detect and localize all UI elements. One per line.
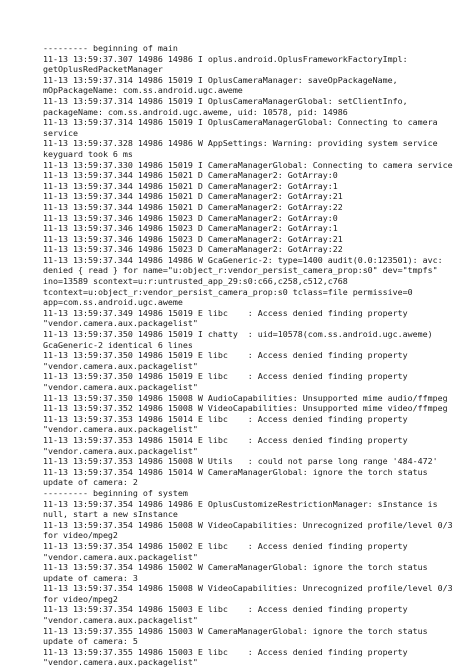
- log-line: ino=13589 scontext=u:r:untrusted_app_29:s0:c66,c258,c512,c768: [43, 276, 348, 287]
- log-line: 11-13 13:59:37.346 14986 15023 D CameraManager2: GotArray:22: [43, 244, 343, 255]
- log-line: 11-13 13:59:37.353 14986 15014 E libc : Access denied finding property: [43, 413, 408, 424]
- log-line: update of camera: 3: [43, 572, 138, 583]
- log-line: 11-13 13:59:37.349 14986 15019 E libc : Access denied finding property: [43, 307, 408, 318]
- log-line: update of camera: 2: [43, 477, 138, 488]
- log-line: 11-13 13:59:37.354 14986 15008 W VideoCapabilities: Unrecognized profile/level 0/3: [43, 519, 453, 530]
- log-line: 11-13 13:59:37.354 14986 15008 W VideoCapabilities: Unrecognized profile/level 0/3: [43, 583, 453, 594]
- log-line: 11-13 13:59:37.350 14986 15019 E libc : Access denied finding property: [43, 371, 408, 382]
- log-line: tcontext=u:object_r:vendor_persist_camera_prop:s0 tclass=file permissive=0: [43, 286, 413, 297]
- log-line: 11-13 13:59:37.314 14986 15019 I OplusCameraManager: saveOpPackageName,: [43, 74, 398, 85]
- log-line: 11-13 13:59:37.353 14986 15008 W Utils : could not parse long range '484-472': [43, 456, 438, 467]
- log-line: "vendor.camera.aux.packagelist": [43, 424, 198, 435]
- log-line: app=com.ss.android.ugc.aweme: [43, 297, 183, 308]
- log-line: "vendor.camera.aux.packagelist": [43, 445, 198, 456]
- log-line: 11-13 13:59:37.354 14986 15014 W CameraManagerGlobal: ignore the torch status: [43, 466, 428, 477]
- log-line: 11-13 13:59:37.355 14986 15003 E libc : Access denied finding property: [43, 646, 408, 657]
- log-line: getOplusRedPacketManager: [43, 64, 163, 75]
- log-line: "vendor.camera.aux.packagelist": [43, 382, 198, 392]
- log-line: 11-13 13:59:37.354 14986 15002 W CameraManagerGlobal: ignore the torch status: [43, 562, 428, 573]
- log-line: denied { read } for name="u:object_r:vendor_persist_camera_prop:s0" dev="tmpfs": [43, 265, 438, 276]
- log-line: 11-13 13:59:37.330 14986 15019 I CameraManagerGlobal: Connecting to camera service: [43, 159, 453, 170]
- log-line: packageName: com.ss.android.ugc.aweme, uid: 10578, pid: 14986: [43, 106, 348, 117]
- log-output: [43, 43, 471, 668]
- log-line: service: [43, 127, 78, 138]
- log-line: 11-13 13:59:37.352 14986 15008 W VideoCapabilities: Unsupported mime video/ffmpeg: [43, 403, 448, 414]
- log-line: 11-13 13:59:37.350 14986 15019 I chatty : uid=10578(com.ss.android.ugc.aweme): [43, 329, 433, 340]
- log-line: for video/mpeg2: [43, 530, 118, 541]
- log-line: 11-13 13:59:37.314 14986 15019 I OplusCameraManagerGlobal: setClientInfo,: [43, 95, 408, 106]
- log-line: "vendor.camera.aux.packagelist": [43, 360, 198, 371]
- log-line: mOpPackageName: com.ss.android.ugc.aweme: [43, 85, 243, 96]
- log-line: "vendor.camera.aux.packagelist": [43, 551, 198, 562]
- log-line: 11-13 13:59:37.307 14986 14986 I oplus.android.OplusFrameworkFactoryImpl:: [43, 53, 408, 64]
- log-line: 11-13 13:59:37.350 14986 15008 W AudioCapabilities: Unsupported mime audio/ffmpeg: [43, 392, 448, 403]
- log-line: 11-13 13:59:37.346 14986 15023 D CameraManager2: GotArray:0: [43, 212, 338, 223]
- log-line: "vendor.camera.aux.packagelist": [43, 657, 198, 668]
- log-line: 11-13 13:59:37.344 14986 15021 D CameraManager2: GotArray:0: [43, 170, 338, 181]
- log-line: 11-13 13:59:37.314 14986 15019 I OplusCameraManagerGlobal: Connecting to camera: [43, 117, 438, 128]
- log-line: 11-13 13:59:37.350 14986 15019 E libc : Access denied finding property: [43, 350, 408, 361]
- log-line: 11-13 13:59:37.346 14986 15023 D CameraManager2: GotArray:1: [43, 223, 338, 234]
- log-line: "vendor.camera.aux.packagelist": [43, 318, 198, 329]
- log-line: 11-13 13:59:37.353 14986 15014 E libc : Access denied finding property: [43, 434, 408, 445]
- log-line: 11-13 13:59:37.346 14986 15023 D CameraManager2: GotArray:21: [43, 233, 343, 244]
- log-line: update of camera: 5: [43, 636, 138, 647]
- log-line: 11-13 13:59:37.354 14986 15002 E libc : Access denied finding property: [43, 540, 408, 551]
- log-line: 11-13 13:59:37.328 14986 14986 W AppSettings: Warning: providing system service: [43, 138, 438, 149]
- log-line: 11-13 13:59:37.344 14986 15021 D CameraManager2: GotArray:1: [43, 180, 338, 191]
- log-line: GcaGeneric-2 identical 6 lines: [43, 339, 193, 350]
- log-line: 11-13 13:59:37.344 14986 15021 D CameraManager2: GotArray:21: [43, 191, 343, 202]
- log-line: 11-13 13:59:37.354 14986 14986 E OplusCustomizeRestrictionManager: sInstance is: [43, 498, 438, 509]
- log-line: --------- beginning of main: [43, 43, 178, 53]
- log-line: "vendor.camera.aux.packagelist": [43, 615, 198, 626]
- log-line: for video/mpeg2: [43, 593, 118, 604]
- log-line: 11-13 13:59:37.344 14986 14986 W GcaGeneric-2: type=1400 audit(0.0:123501): avc:: [43, 254, 443, 265]
- log-line: 11-13 13:59:37.354 14986 15003 E libc : Access denied finding property: [43, 604, 408, 615]
- log-line: --------- beginning of system: [43, 487, 188, 498]
- log-line: 11-13 13:59:37.344 14986 15021 D CameraManager2: GotArray:22: [43, 201, 343, 212]
- log-line: null, start a new sInstance: [43, 509, 178, 520]
- log-line: keyguard took 6 ms: [43, 148, 133, 159]
- log-line: 11-13 13:59:37.355 14986 15003 W CameraManagerGlobal: ignore the torch status: [43, 625, 428, 636]
